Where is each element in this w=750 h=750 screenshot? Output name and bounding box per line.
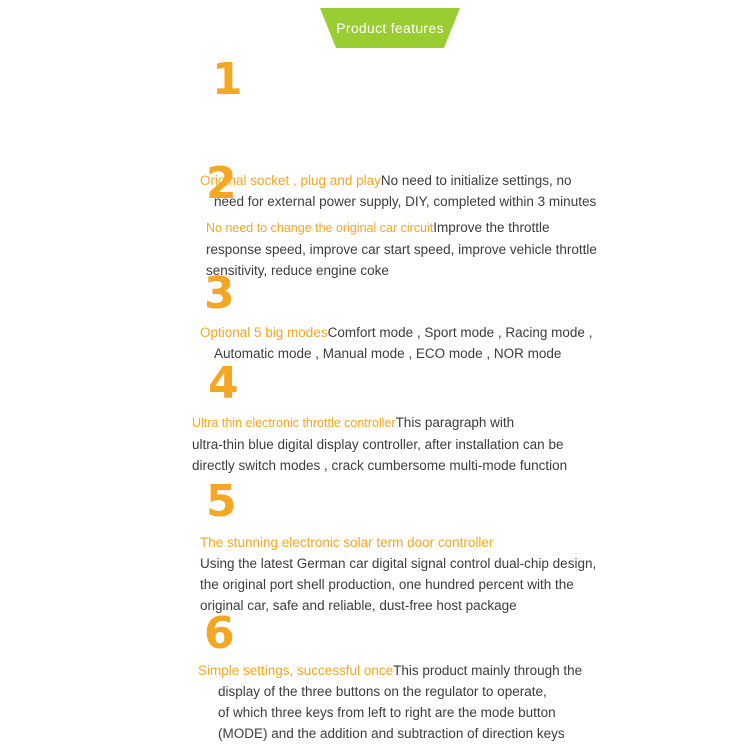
feature-number-2: 2 — [206, 158, 237, 209]
feature-line-5-0: Using the latest German car digital signal control dual-chip design, — [200, 556, 597, 571]
feature-text-3 — [200, 322, 610, 364]
feature-title-6: Simple settings, successful once — [198, 663, 394, 678]
product-features-banner — [320, 8, 460, 48]
feature-line-4-0: This paragraph with — [395, 415, 515, 430]
feature-line-3-1: Automatic mode , Manual mode , ECO mode , NOR mode — [214, 346, 562, 361]
feature-line-5-1: the original port shell production, one hundred percent with the — [200, 577, 574, 592]
feature-line-6-1: display of the three buttons on the regulator to operate, — [218, 684, 547, 699]
feature-title-3: Optional 5 big modes — [200, 325, 328, 340]
feature-line-5-2: original car, safe and reliable, dust-free host package — [200, 598, 517, 613]
feature-number-3: 3 — [204, 268, 235, 319]
feature-text-4 — [192, 412, 602, 476]
feature-number-5: 5 — [206, 476, 237, 527]
feature-line-6-0: This product mainly through the — [393, 663, 583, 678]
feature-line-1-1: need for external power supply, DIY, completed within 3 minutes — [214, 194, 597, 209]
feature-line-2-2: sensitivity, reduce engine coke — [206, 263, 389, 278]
feature-number-1: 1 — [212, 54, 243, 105]
feature-text-2 — [206, 217, 606, 281]
banner-label: Product features — [336, 20, 444, 36]
feature-line-4-2: directly switch modes , crack cumbersome multi-mode function — [192, 458, 568, 473]
feature-line-6-2: of which three keys from left to right are the mode button — [218, 705, 556, 720]
feature-line-4-1: ultra-thin blue digital display controller, after installation can be — [192, 437, 564, 452]
feature-title-2: No need to change the original car circuit — [206, 221, 434, 235]
feature-number-4: 4 — [208, 358, 239, 409]
feature-title-4: Ultra thin electronic throttle controller — [192, 416, 396, 430]
feature-line-1-0: No need to initialize settings, no — [380, 173, 572, 188]
feature-line-2-0: Improve the throttle — [433, 220, 550, 235]
feature-title-5: The stunning electronic solar term door controller — [200, 535, 494, 550]
feature-line-2-1: response speed, improve car start speed, improve vehicle throttle — [206, 242, 597, 257]
feature-line-6-3: (MODE) and the addition and subtraction of direction keys — [218, 726, 565, 741]
feature-text-1 — [200, 170, 600, 212]
feature-title-1: Original socket , plug and play — [200, 173, 381, 188]
feature-line-3-0: Comfort mode , Sport mode , Racing mode , — [327, 325, 593, 340]
feature-number-6: 6 — [204, 608, 235, 659]
feature-text-5 — [200, 532, 600, 616]
feature-text-6 — [198, 660, 598, 744]
